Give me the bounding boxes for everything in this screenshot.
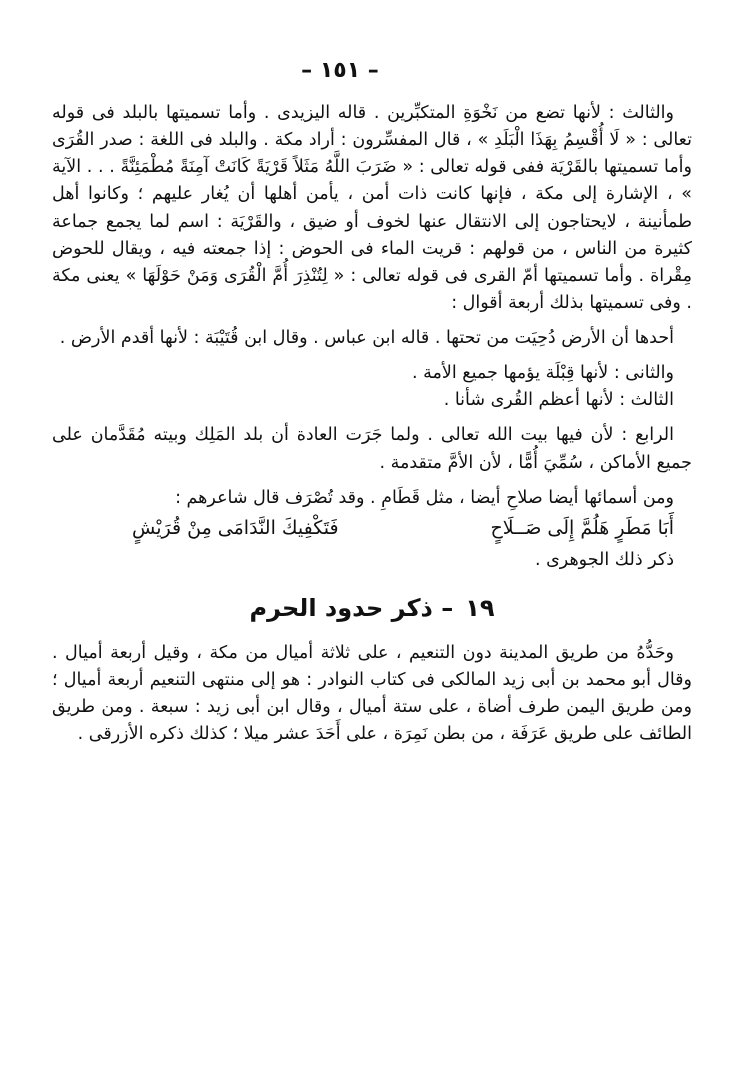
paragraph-second-saying: والثانى : لأنها قِبْلَة يؤمها جميع الأمة . (412, 363, 674, 384)
verse-second-hemistich: فَتَكْفِيكَ النَّدَامَى مِنْ قُرَيْشٍ (132, 516, 339, 539)
paragraph-third-saying: الثالث : لأنها أعظم القُرى شأنا . (443, 390, 674, 411)
paragraph-other-names: ومن أسمائها أيضا صلاحِ أيضا ، مثل قَطَامِ . وقد تُصْرَف قال شاعرهم : (175, 487, 674, 508)
section-number: ١٩ (465, 594, 495, 623)
page-body (52, 100, 692, 748)
verse-source: ذكر ذلك الجوهرى . (534, 550, 674, 571)
page-number: – ١٥١ – (301, 58, 379, 83)
verse-first-hemistich: أَبَا مَطَرٍ هَلُمَّ إِلَى صَــلَاحٍ (490, 516, 674, 539)
section-heading (52, 590, 692, 627)
section-title: – ذكر حدود الحرم (249, 594, 454, 623)
paragraph-fourth-saying: الرابع : لأن فيها بيت الله تعالى . ولما جَرَت العادة أن بلد المَلِك وبيته مُقَدَّمان على جميع الأماكن ، سُمِّيَ أُمًّا ، لأن الأمَّ متقدمة . (52, 425, 692, 473)
poem-verse (52, 512, 692, 547)
paragraph-first-saying: أحدها أن الأرض دُحِيَت من تحتها . قاله ابن عباس . وقال ابن قُتَيْبَة : لأنها أقدم الأرض . (59, 328, 674, 348)
paragraph-haram-limits: وحَدُّهُ من طريق المدينة دون التنعيم ، على ثلاثة أميال من مكة ، وقيل أربعة أميال . وقال أبو محمد بن أبى زيد المالكى فى كتاب النوادر : هو إلى منتهى التنعيم أربعة أميال ؛ ومن طريق اليمن طرف أضاة ، على ستة أميال ، وقال ابن أبى زيد : سبعة . ومن طريق الطائف على طريق عَرَفَة ، من بطن نَمِرَة ، على أَحَدَ عشر ميلا ؛ كذلك ذكره الأزرقى . (52, 642, 692, 744)
paragraph-third-reason: والثالث : لأنها تضع من نَخْوَةِ المتكبِّرين . قاله اليزيدى . وأما تسميتها بالبلد فى قوله تعالى : « لَا أُقْسِمُ بِهَذَا الْبَلَدِ » ، قال المفسِّرون : أراد مكة . والبلد فى اللغة : صدر القُرَى وأما تسميتها بالقَرْيَة ففى قوله تعالى : « ضَرَبَ اللَّهُ مَثَلاً قَرْيَةً كَانَتْ آمِنَةً مُطْمَئِنَّةً . . . الآية » ، الإشارة إلى مكة ، فإنها كانت ذات أمن ، يأمن أهلها أن يُغار عليهم ؛ وكانوا أهل طمأنينة ، لايحتاجون إلى الانتقال عنها لخوف أو ضيق ، والقَرْيَة : اسم لما يجمع جماعة كثيرة من الناس ، من قولهم : قريت الماء فى الحوض : إذا جمعته فيه ، ويقال للحوض مِقْراة . وأما تسميتها أمّ القرى فى قوله تعالى : « لِتُنْذِرَ أُمَّ الْقُرَى وَمَنْ حَوْلَهَا » يعنى مكة . وفى تسميتها بذلك أربعة أقوال : (52, 103, 692, 313)
